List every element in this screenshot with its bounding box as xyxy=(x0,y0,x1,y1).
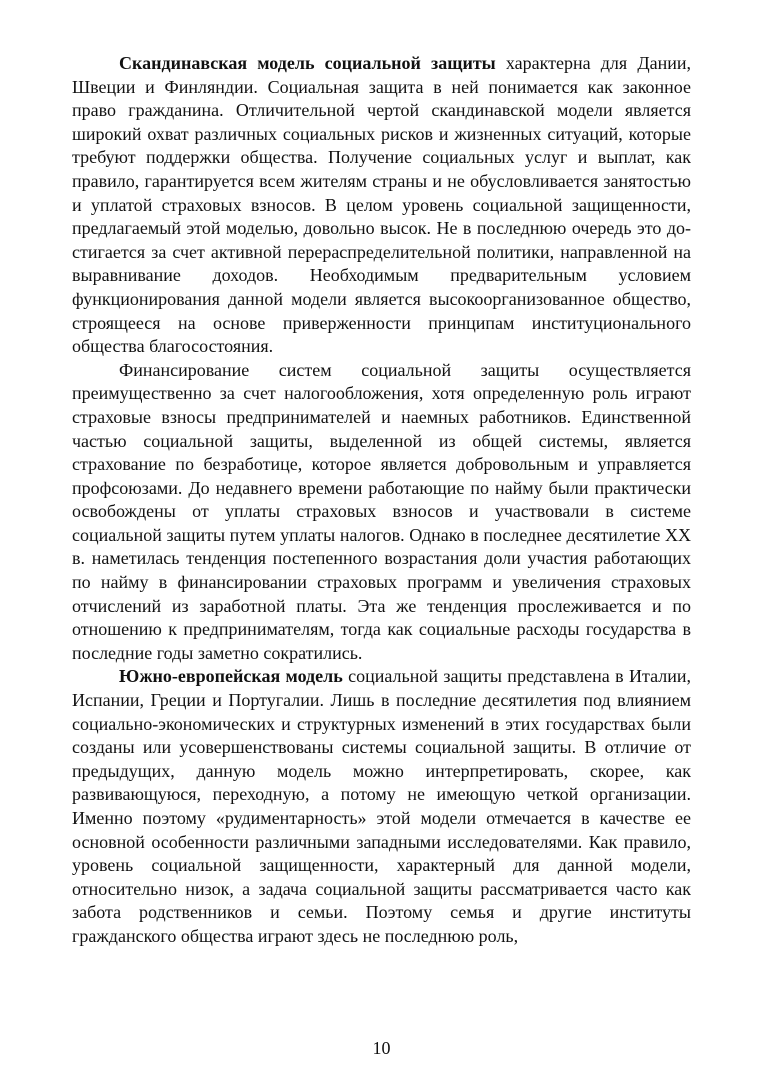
page-number: 10 xyxy=(372,1038,391,1058)
paragraph-south-european-model xyxy=(72,665,691,948)
paragraph-financing xyxy=(72,359,691,666)
paragraph-scandinavian-model xyxy=(72,52,691,359)
document-body xyxy=(72,52,691,949)
paragraph-text: характерна для Дании, Швеции и Финляндии. Социальная защита в ней понимается как законное право гражданина. Отличительной чертой скандинавской модели является широкий охват различных социальных рисков и жизненных ситуаций, которые требуют поддержки общества. Получение социальных услуг и выплат, как правило, гарантируется всем жителям страны и не обусловливается занятостью и уплатой страховых взносов. В целом уровень социальной защищенности, предлагаемый этой моделью, довольно высок. Не в последнюю очередь это достигается за счет активной перераспределительной политики, направленной на выравнивание доходов. Необходимым предварительным условием функционирования данной модели является высокоорганизованное общество, строящееся на основе приверженности принципам институционального общества благосостояния. xyxy=(72,53,691,357)
paragraph-lead-term: Южно-европейская модель xyxy=(119,666,343,687)
paragraph-lead-term: Скандинавская модель социальной защиты xyxy=(119,53,496,73)
paragraph-text: социальной защиты представлена в Италии, Испании, Греции и Португалии. Лишь в последние десятилетия под влиянием социально-экономических и структурных изменений в этих государствах были созданы или усовершенствованы системы социальной защиты. В отличие от предыдущих, данную модель можно интерпретировать, скорее, как развивающуюся, переходную, а потому не имеющую четкой организации. Именно поэтому «рудиментарность» этой модели отмечается в качестве ее основной особенности различными западными исследователями. Как правило, уровень социальной защищенности, характерный для данной модели, относительно низок, а задача социальной защиты рассматривается часто как забота родственников и семьи. Поэтому семья и другие институты гражданского общества играют здесь не последнюю роль, xyxy=(72,666,691,946)
paragraph-text: Финансирование систем социальной защиты осуществляется преимущественно за счет налогообложения, хотя определенную роль играют страховые взносы предпринимателей и наемных работников. Единственной частью социальной защиты, выделенной из общей системы, является страхование по безработице, которое является добровольным и управляется профсоюзами. До недавнего времени работающие по найму были практически освобождены от уплаты страховых взносов и участвовали в системе социальной защиты путем уплаты налогов. Однако в последнее десятилетие XX в. наметилась тенденция постепенного возрастания доли участия работающих по найму в финансировании страховых программ и увеличения страховых отчислений из заработной платы. Эта же тенденция прослеживается и по отношению к предпринимателям, тогда как социальные расходы государства в последние годы заметно сократились. xyxy=(72,359,691,663)
